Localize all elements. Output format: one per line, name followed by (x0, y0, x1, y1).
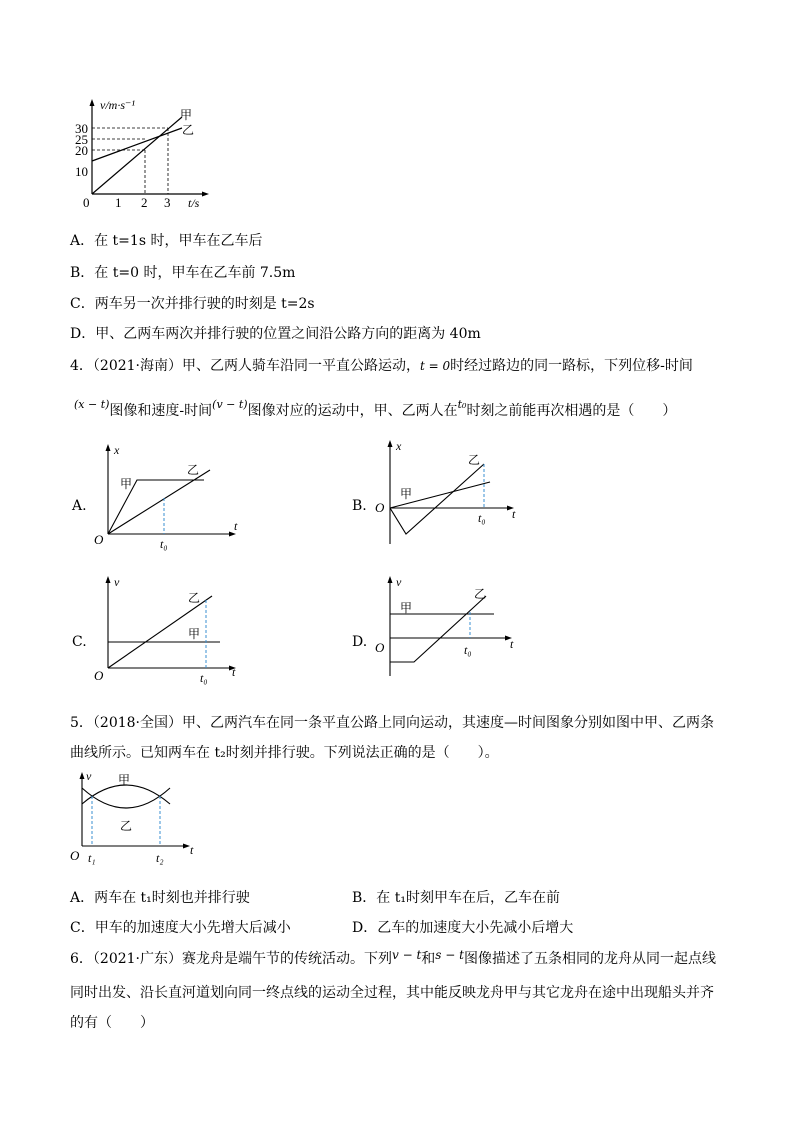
svg-text:t: t (510, 637, 514, 651)
svg-text:t₁: t₁ (88, 851, 96, 865)
q4-option-a-label[interactable]: A. (72, 498, 87, 514)
svg-text:乙: 乙 (188, 591, 201, 605)
q5-stem-line2: 曲线所示。已知两车在 t₂时刻并排行驶。下列说法正确的是（ ）。 (70, 745, 499, 761)
q3-option-d[interactable]: D．甲、乙两车两次并排行驶的位置之间沿公路方向的距离为 40m (70, 326, 481, 342)
q3-label-jia: 甲 (180, 108, 193, 122)
q6-stem-line3: 的有（ ） (70, 1015, 154, 1031)
q5-option-a[interactable]: A．两车在 t₁时刻也并排行驶 (70, 890, 250, 906)
svg-text:t: t (512, 507, 516, 521)
q5-option-b[interactable]: B．在 t₁时刻甲车在后，乙车在前 (352, 890, 560, 906)
q3-vt-graph (70, 95, 290, 215)
svg-text:x: x (114, 443, 120, 457)
svg-text:乙: 乙 (468, 453, 481, 467)
q3-xtick-1: 1 (115, 195, 122, 210)
svg-text:甲: 甲 (400, 487, 413, 501)
q3-ytick-25: 25 (75, 132, 88, 147)
q3-xtick-2: 2 (141, 195, 148, 210)
svg-text:x: x (396, 439, 402, 453)
q3-y-axis-label: v/m·s⁻¹ (100, 98, 135, 112)
q5-option-c[interactable]: C．甲车的加速度大小先增大后减小 (70, 920, 291, 936)
q6-stem-line1: 6．（2021·广东）赛龙舟是端午节的传统活动。下列v − t和s − t图像描述了五条相同的龙舟从同一起点线 (70, 948, 716, 967)
svg-text:甲: 甲 (118, 773, 131, 787)
svg-text:乙: 乙 (120, 819, 133, 833)
svg-text:t₀: t₀ (200, 671, 208, 685)
q3-label-yi: 乙 (182, 123, 195, 137)
q4-option-c-label[interactable]: C. (72, 634, 87, 650)
q5-option-d[interactable]: D．乙车的加速度大小先减小后增大 (352, 920, 574, 936)
q4-option-b-label[interactable]: B. (352, 498, 367, 514)
q3-option-b[interactable]: B．在 t=0 时，甲车在乙车前 7.5m (70, 265, 296, 281)
svg-text:O: O (94, 532, 104, 547)
svg-text:甲: 甲 (188, 627, 201, 641)
svg-text:t: t (234, 519, 238, 533)
svg-text:O: O (70, 848, 80, 863)
svg-text:t: t (232, 665, 236, 679)
q4-graph-b (372, 436, 532, 551)
q4-graph-c (92, 572, 252, 685)
svg-text:v: v (396, 575, 402, 589)
svg-text:t: t (190, 843, 194, 857)
svg-text:甲: 甲 (400, 601, 413, 615)
q3-x-axis-label: t/s (188, 196, 200, 210)
svg-text:乙: 乙 (187, 463, 200, 477)
q4-graph-a (92, 440, 242, 550)
svg-text:O: O (375, 640, 385, 655)
q3-xtick-0: 0 (83, 195, 90, 210)
svg-text:t₀: t₀ (464, 643, 472, 657)
svg-text:v: v (86, 769, 92, 783)
q4-stem-line2: $^{(x - t)}$图像和速度-时间$^{(v - t)}$图像对应的运动中，甲、乙两人在$^{t_0}$时刻之前能再次相遇的是（ ） (74, 398, 677, 419)
q4-stem-line1: 4．（2021·海南）甲、乙两人骑车沿同一平直公路运动，t = 0时经过路边的同一路标，下列位移-时间 (70, 358, 693, 374)
svg-text:O: O (94, 668, 104, 683)
q3-option-a[interactable]: A．在 t=1s 时，甲车在乙车后 (70, 233, 263, 249)
q6-stem-line2: 同时出发、沿长直河道划向同一终点线的运动全过程，其中能反映龙舟甲与其它龙舟在途中出现船头并齐 (70, 985, 714, 1001)
q5-curve-jia (82, 785, 170, 804)
q3-option-c[interactable]: C．两车另一次并排行驶的时刻是 t=2s (70, 296, 315, 312)
q4-option-d-label[interactable]: D. (352, 634, 368, 650)
svg-text:乙: 乙 (474, 587, 487, 601)
q3-ytick-10: 10 (75, 164, 88, 179)
q5-curve-yi (82, 788, 170, 808)
svg-text:v: v (114, 575, 120, 589)
q4-graph-d (372, 572, 532, 682)
svg-text:甲: 甲 (120, 477, 133, 491)
q3-ytick-30: 30 (75, 121, 88, 136)
q3-ytick-20: 20 (75, 143, 88, 158)
svg-text:O: O (375, 500, 385, 515)
q5-vt-graph (70, 770, 220, 870)
q3-xtick-3: 3 (164, 195, 171, 210)
q5-stem-line1: 5．（2018·全国）甲、乙两汽车在同一条平直公路上同向运动，其速度—时间图象分别如图中甲、乙两条 (70, 715, 714, 731)
svg-text:t₀: t₀ (478, 511, 486, 525)
svg-text:t₀: t₀ (160, 537, 168, 551)
svg-text:t₂: t₂ (156, 851, 164, 865)
